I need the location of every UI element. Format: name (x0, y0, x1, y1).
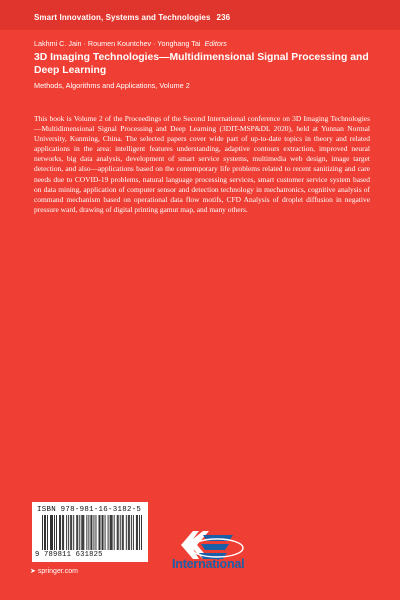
isbn-barcode-box (32, 502, 148, 562)
barcode-image (42, 515, 142, 550)
isbn-label: ISBN 978-981-16-3182-5 (37, 506, 142, 514)
barcode-number: 9 789811 631825 (35, 551, 103, 559)
logo-text: International (172, 557, 245, 571)
arrow-icon: ➤ (30, 568, 36, 575)
editors-role: Editors (204, 39, 227, 48)
book-subtitle: Methods, Algorithms and Applications, Volume 2 (34, 81, 190, 90)
editors-line (34, 39, 227, 48)
publisher-url-text: springer.com (37, 568, 78, 575)
series-name: Smart Innovation, Systems and Technologies (34, 13, 211, 22)
series-line (34, 13, 230, 22)
book-title: 3D Imaging Technologies—Multidimensional Signal Processing and Deep Learning (34, 52, 369, 76)
book-description: This book is Volume 2 of the Proceedings of the Second International conference on 3D Imaging Technologies—Multidimensional Signal Processing and Deep Learning (3DIT-MSP&DL 2020), held at Yunnan Normal University, Kunming, China. The selected papers cover wide part of up-to-date topics in theory and related applications in the area: intelligent features understanding, adaptive contours extraction, improved neural networks, big data analysis, development of smart service systems, multimedia web design, image target detection, and also—applications based on the contemporary life problems related to recent sanitizing and care needs due to COVID-19 problems, natural language processing services, smart customer service system based on data mining, application of computer sensor and detection technology in mechatronics, cognitive analysis of command mechanism based on operational data flow motifs, CFD Analysis of droplet diffusion in negative pressure ward, drawing of digital printing gamut map, and many others. (34, 114, 370, 214)
series-volume: 236 (216, 13, 231, 22)
publisher-url[interactable] (30, 567, 78, 575)
editor-names: Lakhmi C. Jain · Roumen Kountchev · Yonghang Tai (34, 39, 201, 48)
